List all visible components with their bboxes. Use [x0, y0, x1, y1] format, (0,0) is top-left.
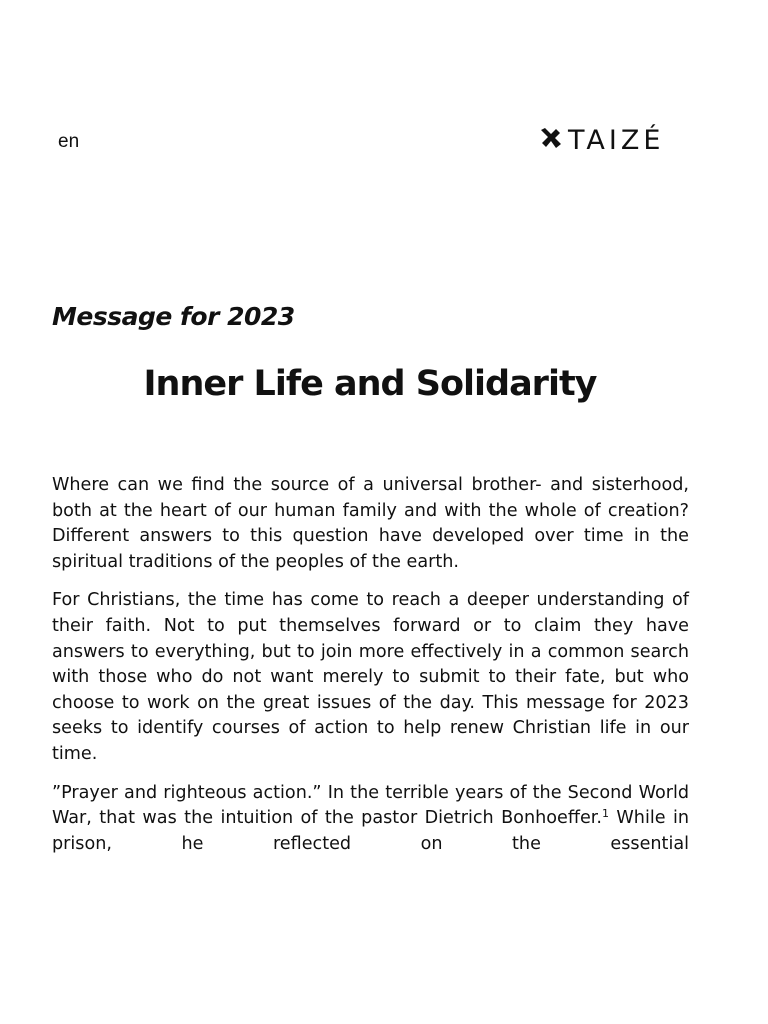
document-body — [52, 473, 689, 870]
document-subtitle: Message for 2023 — [52, 302, 295, 331]
footnote-marker[interactable]: 1 — [602, 807, 609, 821]
paragraph-3 — [52, 781, 689, 858]
document-title: Inner Life and Solidarity — [143, 364, 597, 404]
language-code: en — [58, 131, 80, 152]
paragraph-3-text-a: ”Prayer and righteous action.” In the terrible years of the Second World War, that was the intuition of the pastor Dietrich Bonhoeffer. — [52, 782, 689, 829]
logo-wordmark: TAIZÉ — [568, 124, 665, 156]
paragraph-1: Where can we find the source of a universal brother- and sisterhood, both at the heart of our human family and with the whole of creation? Different answers to this question have developed over time in the spiritual traditions of the peoples of the earth. — [52, 475, 689, 572]
taize-logo — [538, 118, 688, 162]
paragraph-3-text-b: While in prison, he reflected on the essential — [52, 808, 690, 854]
paragraph-2: For Christians, the time has come to reach a deeper understanding of their faith. Not to put themselves forward or to claim they have answers to everything, but to join more effectively in a common search with those who do not want merely to submit to their fate, but who choose to work on the great issues of the day. This message for 2023 seeks to identify courses of action to help renew Christian life in our time. — [52, 590, 689, 764]
taize-dove-cross-icon — [538, 127, 564, 153]
